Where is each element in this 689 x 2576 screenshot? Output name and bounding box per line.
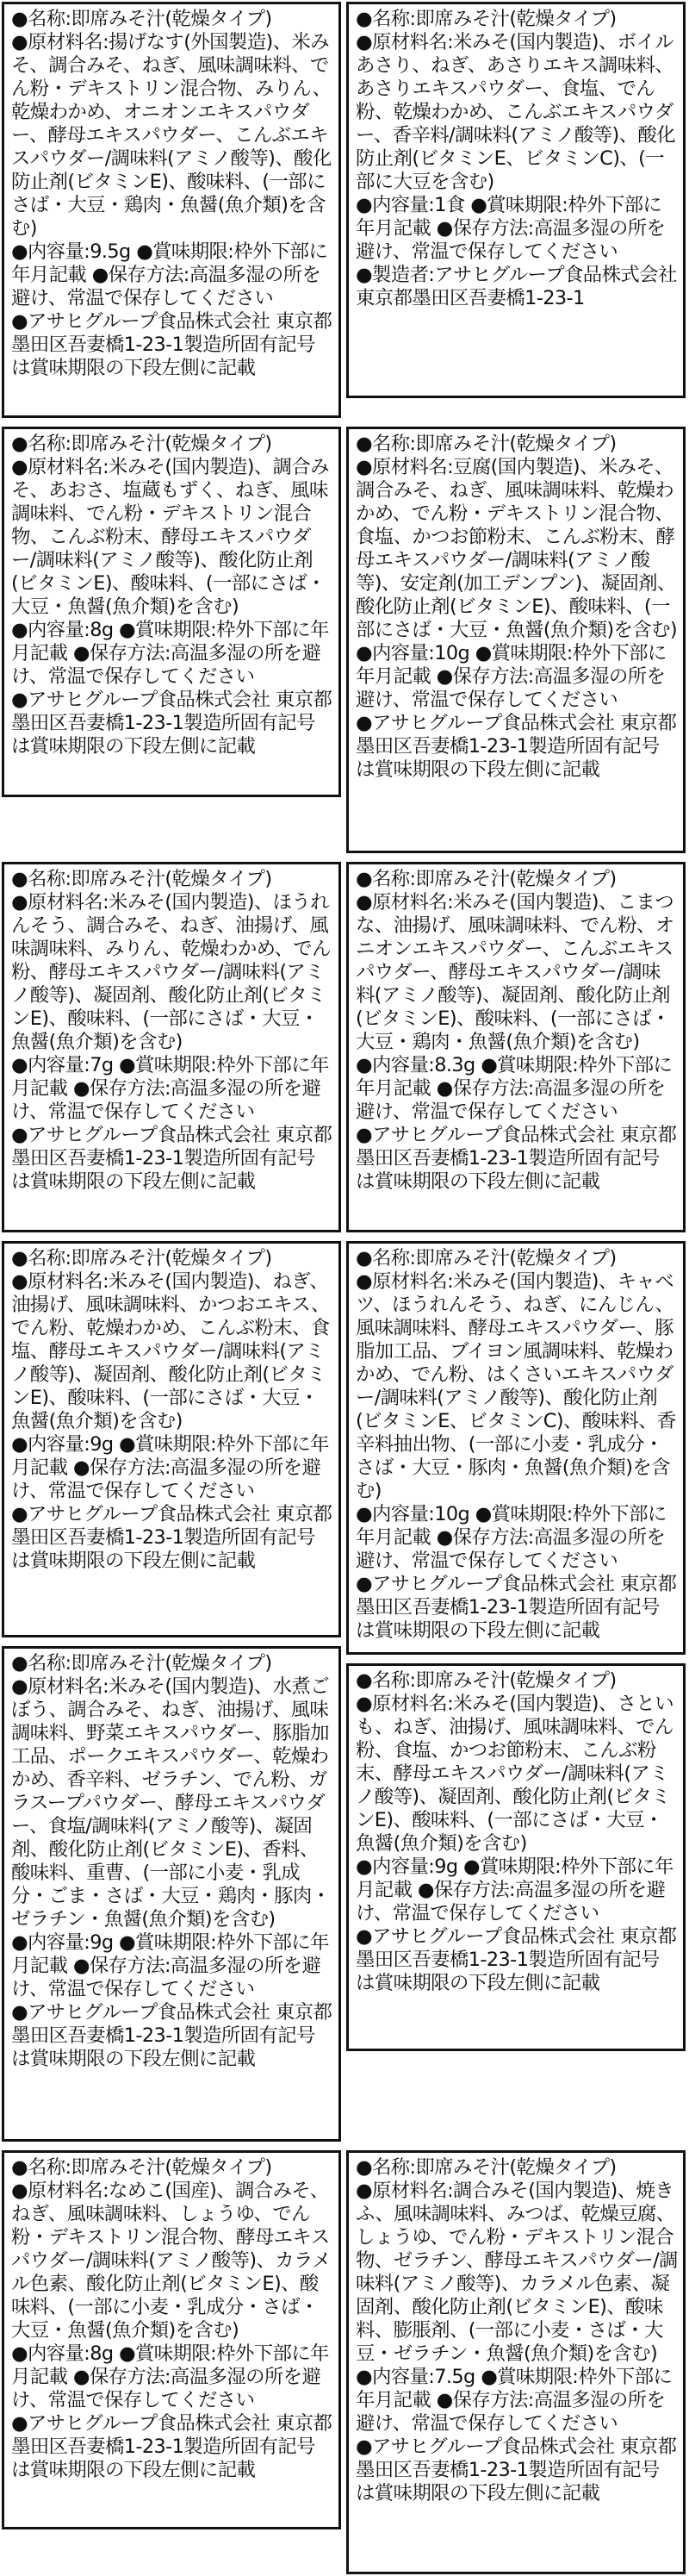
name-line: ●名称:即席みそ汁(乾燥タイプ) bbox=[356, 868, 617, 890]
maker-line: ●アサヒグループ食品株式会社 東京都墨田区吾妻橋1-23-1製造所固有記号は賞味期限の下段左側に記載 bbox=[11, 689, 332, 758]
label-panel bbox=[346, 862, 686, 1232]
maker-line: ●アサヒグループ食品株式会社 東京都墨田区吾妻橋1-23-1製造所固有記号は賞味期限の下段左側に記載 bbox=[356, 2436, 677, 2504]
label-panel bbox=[2, 862, 341, 1232]
name-line: ●名称:即席みそ汁(乾燥タイプ) bbox=[11, 868, 272, 890]
storage-line: ●内容量:9g ●賞味期限:枠外下部に年月記載 ●保存方法:高温多湿の所を避け、常温で保存してください bbox=[11, 1433, 329, 1502]
name-line: ●名称:即席みそ汁(乾燥タイプ) bbox=[356, 1669, 617, 1692]
maker-line: ●アサヒグループ食品株式会社 東京都墨田区吾妻橋1-23-1製造所固有記号は賞味期限の下段左側に記載 bbox=[11, 1124, 332, 1193]
ingredients-line: ●原材料名:調合みそ(国内製造)、焼きふ、風味調味料、みつば、乾燥豆腐、しょうゆ、でん粉・デキストリン混合物、ゼラチン、酵母エキスパウダー/調味料(アミノ酸等)、カラメル色素、凝固剤、酸化防止剤(ビタミンE)、酸味料、膨脹剤、(一部に小麦・さば・大豆・ゼラチン・魚醤(魚介類)を含む) bbox=[356, 2180, 678, 2365]
storage-line: ●内容量:9g ●賞味期限:枠外下部に年月記載 ●保存方法:高温多湿の所を避け、常温で保存してください bbox=[11, 1931, 329, 2000]
label-panel bbox=[346, 2, 686, 398]
name-line: ●名称:即席みそ汁(乾燥タイプ) bbox=[356, 1247, 617, 1269]
maker-line: ●アサヒグループ食品株式会社 東京都墨田区吾妻橋1-23-1製造所固有記号は賞味期限の下段左側に記載 bbox=[356, 1925, 677, 1994]
storage-line: ●内容量:8g ●賞味期限:枠外下部に年月記載 ●保存方法:高温多湿の所を避け、常温で保存してください bbox=[11, 2342, 329, 2411]
name-line: ●名称:即席みそ汁(乾燥タイプ) bbox=[356, 433, 617, 455]
storage-line: ●内容量:10g ●賞味期限:枠外下部に年月記載 ●保存方法:高温多湿の所を避け、常温で保存してください bbox=[356, 642, 667, 711]
label-panel bbox=[2, 2, 341, 418]
label-panel bbox=[346, 427, 686, 853]
storage-line: ●内容量:7.5g ●賞味期限:枠外下部に年月記載 ●保存方法:高温多湿の所を避け、常温で保存してください bbox=[356, 2366, 673, 2435]
name-line: ●名称:即席みそ汁(乾燥タイプ) bbox=[11, 1652, 272, 1675]
label-panel bbox=[2, 2150, 341, 2529]
name-line: ●名称:即席みそ汁(乾燥タイプ) bbox=[11, 1247, 272, 1269]
label-panel bbox=[2, 427, 341, 797]
storage-line: ●内容量:9.5g ●賞味期限:枠外下部に年月記載 ●保存方法:高温多湿の所を避け、常温で保存してください bbox=[11, 240, 328, 309]
ingredients-line: ●原材料名:豆腐(国内製造)、米みそ、調合みそ、ねぎ、風味調味料、乾燥わかめ、でん粉・デキストリン混合物、食塩、かつお節粉末、こんぶ粉末、酵母エキスパウダー/調味料(アミノ酸等)、安定剤(加工デンプン)、凝固剤、酸化防止剤(ビタミンE)、酸味料、(一部にさば・大豆・魚醤(魚介類)を含む) bbox=[356, 456, 678, 641]
maker-line: ●アサヒグループ食品株式会社 東京都墨田区吾妻橋1-23-1製造所固有記号は賞味期限の下段左側に記載 bbox=[11, 2412, 332, 2481]
maker-line: ●アサヒグループ食品株式会社 東京都墨田区吾妻橋1-23-1製造所固有記号は賞味期限の下段左側に記載 bbox=[356, 1124, 677, 1193]
ingredients-line: ●原材料名:米みそ(国内製造)、キャベツ、ほうれんそう、ねぎ、にんじん、風味調味料、酵母エキスパウダー、豚脂加工品、ブイヨン風調味料、乾燥わかめ、でん粉、はくさいエキスパウダー/調味料(アミノ酸等)、酸化防止剤(ビタミンE、ビタミンC)、酸味料、香辛料抽出物、(一部に小麦・乳成分・さば・大豆・豚肉・魚醤(魚介類)を含む) bbox=[356, 1270, 676, 1502]
maker-line: ●アサヒグループ食品株式会社 東京都墨田区吾妻橋1-23-1製造所固有記号は賞味期限の下段左側に記載 bbox=[11, 310, 332, 379]
storage-line: ●内容量:1食 ●賞味期限:枠外下部に年月記載 ●保存方法:高温多湿の所を避け、常温で保存してください bbox=[356, 194, 666, 263]
storage-line: ●内容量:9g ●賞味期限:枠外下部に年月記載 ●保存方法:高温多湿の所を避け、常温で保存してください bbox=[356, 1856, 673, 1924]
ingredients-line: ●原材料名:米みそ(国内製造)、調合みそ、あおさ、塩蔵もずく、ねぎ、風味調味料、でん粉・デキストリン混合物、こんぶ粉末、酵母エキスパウダー/調味料(アミノ酸等)、酸化防止剤(ビタミンE)、酸味料、(一部にさば・大豆・魚醤(魚介類)を含む) bbox=[11, 456, 330, 618]
storage-line: ●内容量:7g ●賞味期限:枠外下部に年月記載 ●保存方法:高温多湿の所を避け、常温で保存してください bbox=[11, 1054, 329, 1123]
maker-line: ●製造者:アサヒグループ食品株式会社 東京都墨田区吾妻橋1-23-1 bbox=[356, 264, 677, 309]
maker-line: ●アサヒグループ食品株式会社 東京都墨田区吾妻橋1-23-1製造所固有記号は賞味期限の下段左側に記載 bbox=[356, 712, 677, 781]
name-line: ●名称:即席みそ汁(乾燥タイプ) bbox=[356, 8, 617, 30]
ingredients-line: ●原材料名:揚げなす(外国製造)、米みそ、調合みそ、ねぎ、風味調味料、でん粉・デキストリン混合物、みりん、乾燥わかめ、オニオンエキスパウダー、酵母エキスパウダー、こんぶエキスパウダー/調味料(アミノ酸等)、酸化防止剤(ビタミンE)、酸味料、(一部にさば・大豆・鶏肉・魚醤(魚介類)を含む) bbox=[11, 31, 332, 240]
ingredients-line: ●原材料名:米みそ(国内製造)、さといも、ねぎ、油揚げ、風味調味料、でん粉、食塩、かつお節粉末、こんぶ粉末、酵母エキスパウダー/調味料(アミノ酸等)、凝固剤、酸化防止剤(ビタミンE)、酸味料、(一部にさば・大豆・魚醤(魚介類)を含む) bbox=[356, 1693, 674, 1855]
ingredients-line: ●原材料名:米みそ(国内製造)、ボイルあさり、ねぎ、あさりエキス調味料、あさりエキスパウダー、食塩、でん粉、乾燥わかめ、こんぶエキスパウダー、香辛料/調味料(アミノ酸等)、酸化防止剤(ビタミンE、ビタミンC)、(一部に大豆を含む) bbox=[356, 31, 675, 193]
ingredients-line: ●原材料名:米みそ(国内製造)、水煮ごぼう、調合みそ、ねぎ、油揚げ、風味調味料、野菜エキスパウダー、豚脂加工品、ポークエキスパウダー、乾燥わかめ、香辛料、ゼラチン、でん粉、ガラスープパウダー、酵母エキスパウダー、食塩/調味料(アミノ酸等)、凝固剤、酸化防止剤(ビタミンE)、香料、酸味料、重曹、(一部に小麦・乳成分・ごま・さば・大豆・鶏肉・豚肉・ゼラチン・魚醤(魚介類)を含む) bbox=[11, 1675, 331, 1930]
name-line: ●名称:即席みそ汁(乾燥タイプ) bbox=[11, 433, 272, 455]
storage-line: ●内容量:8.3g ●賞味期限:枠外下部に年月記載 ●保存方法:高温多湿の所を避け、常温で保存してください bbox=[356, 1054, 673, 1123]
ingredients-line: ●原材料名:なめこ(国産)、調合みそ、ねぎ、風味調味料、しょうゆ、でん粉・デキストリン混合物、酵母エキスパウダー/調味料(アミノ酸等)、カラメル色素、酸化防止剤(ビタミンE)、酸味料、(一部に小麦・乳成分・さば・大豆・魚醤(魚介類)を含む) bbox=[11, 2180, 331, 2342]
name-line: ●名称:即席みそ汁(乾燥タイプ) bbox=[11, 8, 272, 30]
maker-line: ●アサヒグループ食品株式会社 東京都墨田区吾妻橋1-23-1製造所固有記号は賞味期限の下段左側に記載 bbox=[11, 2001, 332, 2070]
name-line: ●名称:即席みそ汁(乾燥タイプ) bbox=[356, 2156, 617, 2179]
ingredients-line: ●原材料名:米みそ(国内製造)、ねぎ、油揚げ、風味調味料、かつおエキス、でん粉、乾燥わかめ、こんぶ粉末、食塩、酵母エキスパウダー/調味料(アミノ酸等)、凝固剤、酸化防止剤(ビタミンE)、酸味料、(一部にさば・大豆・魚醤(魚介類)を含む) bbox=[11, 1270, 330, 1432]
maker-line: ●アサヒグループ食品株式会社 東京都墨田区吾妻橋1-23-1製造所固有記号は賞味期限の下段左側に記載 bbox=[356, 1573, 677, 1642]
label-panel bbox=[346, 1663, 686, 2051]
ingredients-line: ●原材料名:米みそ(国内製造)、ほうれんそう、調合みそ、ねぎ、油揚げ、風味調味料、みりん、乾燥わかめ、でん粉、酵母エキスパウダー/調味料(アミノ酸等)、凝固剤、酸化防止剤(ビタミンE)、酸味料、(一部にさば・大豆・魚醤(魚介類)を含む) bbox=[11, 891, 331, 1053]
label-panel bbox=[2, 1646, 341, 2142]
ingredients-line: ●原材料名:米みそ(国内製造)、こまつな、油揚げ、風味調味料、でん粉、オニオンエキスパウダー、こんぶエキスパウダー、酵母エキスパウダー/調味料(アミノ酸等)、凝固剤、酸化防止剤(ビタミンE)、酸味料、(一部にさば・大豆・鶏肉・魚醤(魚介類)を含む) bbox=[356, 891, 674, 1053]
name-line: ●名称:即席みそ汁(乾燥タイプ) bbox=[11, 2156, 272, 2179]
label-panel bbox=[346, 1241, 686, 1655]
storage-line: ●内容量:10g ●賞味期限:枠外下部に年月記載 ●保存方法:高温多湿の所を避け、常温で保存してください bbox=[356, 1503, 667, 1572]
storage-line: ●内容量:8g ●賞味期限:枠外下部に年月記載 ●保存方法:高温多湿の所を避け、常温で保存してください bbox=[11, 619, 329, 688]
label-panel bbox=[2, 1241, 341, 1637]
maker-line: ●アサヒグループ食品株式会社 東京都墨田区吾妻橋1-23-1製造所固有記号は賞味期限の下段左側に記載 bbox=[11, 1503, 332, 1572]
label-panel bbox=[346, 2150, 686, 2574]
